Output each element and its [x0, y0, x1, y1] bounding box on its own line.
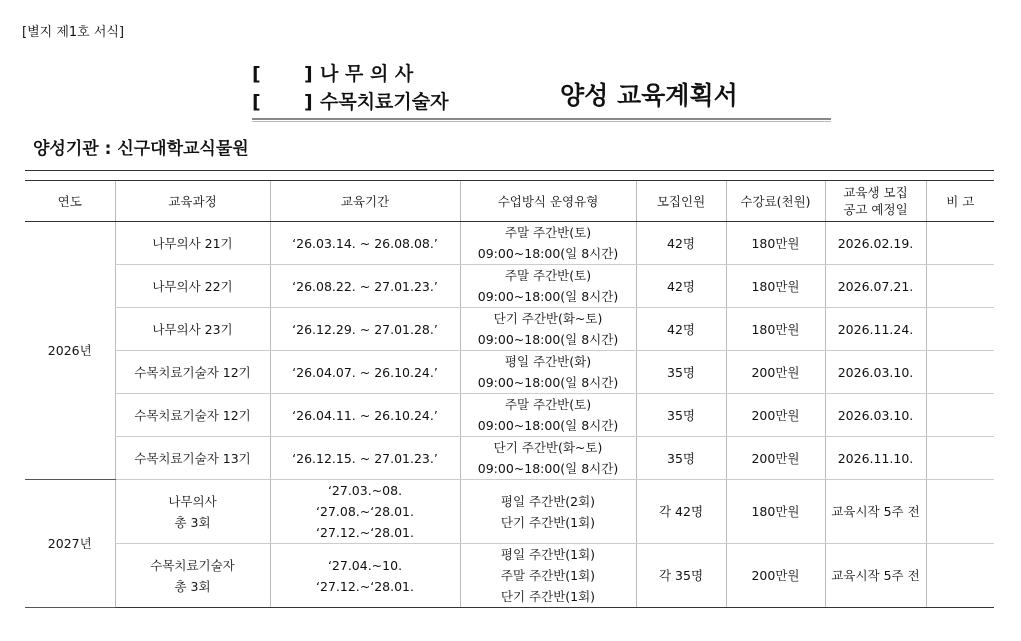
notice-cell: 교육시작 5주 전 — [825, 480, 926, 544]
period-cell — [270, 544, 460, 608]
count-cell: 42명 — [636, 308, 726, 351]
course-line: 수목치료기술자 — [150, 557, 235, 573]
mode-line: 09:00~18:00(일 8시간) — [477, 246, 619, 261]
year-cell: 2027년 — [25, 480, 115, 608]
header-count: 모집인원 — [636, 181, 726, 222]
mode-line: 주말 주간반(토) — [504, 268, 592, 283]
period-cell: ‘26.03.14. ~ 26.08.08.’ — [270, 222, 460, 265]
note-cell — [926, 480, 994, 544]
title-tree-doctor: 나 무 의 사 — [320, 63, 414, 85]
header-note: 비 고 — [926, 181, 994, 222]
note-cell — [926, 544, 994, 608]
notice-cell: 2026.02.19. — [825, 222, 926, 265]
count-cell: 42명 — [636, 265, 726, 308]
period-line: ‘27.03.~08. — [327, 483, 403, 498]
fee-cell: 180만원 — [726, 480, 825, 544]
mode-cell — [460, 222, 636, 265]
note-cell — [926, 308, 994, 351]
period-line: ‘27.04.~10. — [327, 557, 403, 573]
count-cell: 35명 — [636, 437, 726, 480]
mode-line: 단기 주간반(1회) — [500, 589, 596, 604]
mode-line: 평일 주간반(화) — [504, 354, 592, 369]
mode-line: 09:00~18:00(일 8시간) — [477, 418, 619, 433]
mode-cell — [460, 308, 636, 351]
period-line: ‘27.12.~‘28.01. — [316, 578, 414, 594]
course-line: 총 3회 — [174, 578, 211, 594]
bracket-close: ] — [304, 63, 313, 85]
table-row — [25, 351, 994, 394]
course-cell: 나무의사 22기 — [115, 265, 270, 308]
fee-cell: 180만원 — [726, 265, 825, 308]
header-period: 교육기간 — [270, 181, 460, 222]
notice-cell: 2026.03.10. — [825, 394, 926, 437]
mode-line: 평일 주간반(1회) — [500, 547, 596, 562]
notice-cell: 2026.11.24. — [825, 308, 926, 351]
course-cell — [115, 480, 270, 544]
table-header-row — [25, 181, 994, 222]
course-line: 나무의사 — [168, 493, 217, 509]
fee-cell: 200만원 — [726, 544, 825, 608]
table-row — [25, 265, 994, 308]
count-cell: 42명 — [636, 222, 726, 265]
mode-line: 주말 주간반(토) — [504, 397, 592, 412]
mode-line: 09:00~18:00(일 8시간) — [477, 332, 619, 347]
table-top-divider — [25, 170, 994, 171]
count-cell: 35명 — [636, 351, 726, 394]
notice-cell: 2026.03.10. — [825, 351, 926, 394]
fee-cell: 180만원 — [726, 308, 825, 351]
training-plan-table — [25, 180, 994, 608]
mode-line: 주말 주간반(1회) — [500, 568, 596, 583]
note-cell — [926, 265, 994, 308]
table-row — [25, 480, 994, 544]
header-notice — [825, 181, 926, 222]
form-label: [별지 제1호 서식] — [22, 25, 125, 40]
period-cell: ‘26.04.07. ~ 26.10.24.’ — [270, 351, 460, 394]
table-row — [25, 308, 994, 351]
period-line: ‘27.12.~‘28.01. — [316, 525, 414, 540]
mode-cell — [460, 480, 636, 544]
notice-cell: 2026.11.10. — [825, 437, 926, 480]
header-notice-line2: 공고 예정일 — [843, 202, 908, 217]
period-cell: ‘26.04.11. ~ 26.10.24.’ — [270, 394, 460, 437]
mode-cell — [460, 394, 636, 437]
header-notice-line1: 교육생 모집 — [843, 185, 908, 200]
table-row — [25, 394, 994, 437]
period-cell: ‘26.08.22. ~ 27.01.23.’ — [270, 265, 460, 308]
period-cell: ‘26.12.15. ~ 27.01.23.’ — [270, 437, 460, 480]
count-cell: 35명 — [636, 394, 726, 437]
header-course: 교육과정 — [115, 181, 270, 222]
period-cell: ‘26.12.29. ~ 27.01.28.’ — [270, 308, 460, 351]
mode-cell — [460, 544, 636, 608]
course-line: 총 3회 — [174, 514, 211, 530]
period-line: ‘27.08.~‘28.01. — [316, 504, 414, 519]
mode-cell — [460, 265, 636, 308]
bracket-open: [ — [252, 63, 261, 85]
notice-cell: 2026.07.21. — [825, 265, 926, 308]
mode-cell — [460, 437, 636, 480]
mode-line: 단기 주간반(화~토) — [493, 311, 603, 326]
header-mode: 수업방식 운영유형 — [460, 181, 636, 222]
fee-cell: 200만원 — [726, 437, 825, 480]
course-cell: 수목치료기술자 13기 — [115, 437, 270, 480]
course-cell — [115, 544, 270, 608]
note-cell — [926, 222, 994, 265]
table-row — [25, 437, 994, 480]
note-cell — [926, 394, 994, 437]
table-row — [25, 544, 994, 608]
title-block — [252, 60, 448, 116]
mode-cell — [460, 351, 636, 394]
count-cell: 각 35명 — [636, 544, 726, 608]
course-cell: 수목치료기술자 12기 — [115, 351, 270, 394]
mode-line: 단기 주간반(화~토) — [493, 440, 603, 455]
title-tree-technician: 수목치료기술자 — [320, 91, 449, 113]
notice-cell: 교육시작 5주 전 — [825, 544, 926, 608]
institution-line: 양성기관 : 신구대학교식물원 — [33, 139, 249, 159]
mode-line: 주말 주간반(토) — [504, 225, 592, 240]
period-cell — [270, 480, 460, 544]
course-cell: 나무의사 21기 — [115, 222, 270, 265]
header-year: 연도 — [25, 181, 115, 222]
page-title: 양성 교육계획서 — [560, 81, 738, 110]
fee-cell: 200만원 — [726, 351, 825, 394]
note-cell — [926, 437, 994, 480]
fee-cell: 180만원 — [726, 222, 825, 265]
table-row — [25, 222, 994, 265]
year-cell: 2026년 — [25, 222, 115, 480]
mode-line: 09:00~18:00(일 8시간) — [477, 289, 619, 304]
title-divider — [252, 118, 831, 122]
count-cell: 각 42명 — [636, 480, 726, 544]
course-cell: 수목치료기술자 12기 — [115, 394, 270, 437]
fee-cell: 200만원 — [726, 394, 825, 437]
mode-line: 평일 주간반(2회) — [500, 493, 596, 509]
bracket-close: ] — [304, 91, 313, 113]
course-cell: 나무의사 23기 — [115, 308, 270, 351]
bracket-open: [ — [252, 91, 261, 113]
note-cell — [926, 351, 994, 394]
header-fee: 수강료(천원) — [726, 181, 825, 222]
mode-line: 09:00~18:00(일 8시간) — [477, 461, 619, 476]
mode-line: 09:00~18:00(일 8시간) — [477, 375, 619, 390]
mode-line: 단기 주간반(1회) — [500, 514, 596, 530]
